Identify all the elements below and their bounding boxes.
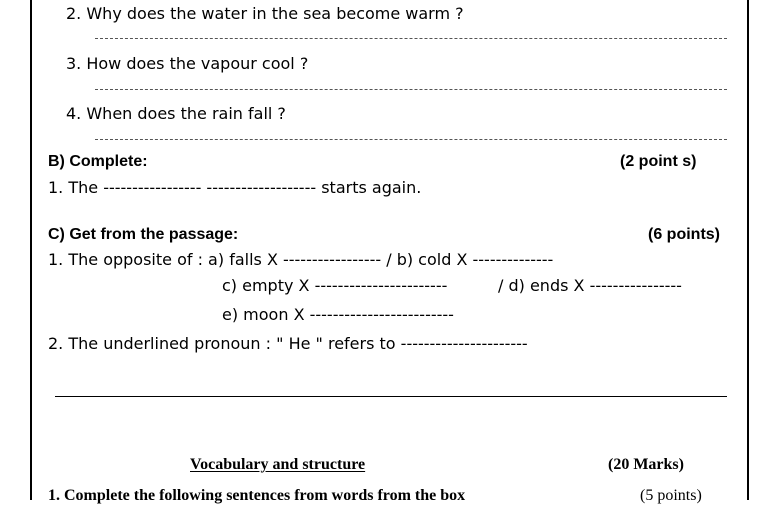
opposite-row-2a: c) empty X -----------------------: [222, 276, 448, 295]
question-text: How does the vapour cool ?: [86, 54, 309, 73]
section-divider: [55, 396, 727, 397]
question-number: 4.: [66, 104, 82, 123]
vocab-item-1: 1. Complete the following sentences from words from the box: [48, 487, 466, 504]
pronoun-item: 2. The underlined pronoun : " He " refers to ----------------------: [48, 334, 528, 353]
opposite-row-1: 1. The opposite of : a) falls X ----------------- / b) cold X --------------: [48, 250, 554, 269]
question-number: 2.: [66, 4, 82, 23]
answer-line: [95, 38, 727, 39]
vocab-marks: (20 Marks): [608, 456, 684, 473]
section-c-title: C) Get from the passage:: [48, 226, 239, 243]
section-b-points: (2 point s): [620, 153, 697, 170]
question-3: [66, 54, 308, 73]
answer-line: [95, 89, 727, 90]
answer-line: [95, 139, 727, 140]
opposite-row-2b: / d) ends X ----------------: [498, 276, 682, 295]
vocab-title-text: Vocabulary and structure: [190, 456, 366, 473]
vocab-item-1-points: (5 points): [640, 487, 702, 504]
question-4: [66, 104, 286, 123]
section-c-points: (6 points): [648, 226, 720, 243]
question-text: When does the rain fall ?: [86, 104, 286, 123]
vocab-title: [190, 456, 365, 474]
section-b-item: 1. The ----------------- ------------------- starts again.: [48, 178, 422, 197]
question-number: 3.: [66, 54, 82, 73]
question-2: [66, 4, 464, 23]
opposite-row-3: e) moon X -------------------------: [222, 305, 454, 324]
section-b-title: B) Complete:: [48, 153, 148, 170]
question-text: Why does the water in the sea become warm ?: [86, 4, 464, 23]
